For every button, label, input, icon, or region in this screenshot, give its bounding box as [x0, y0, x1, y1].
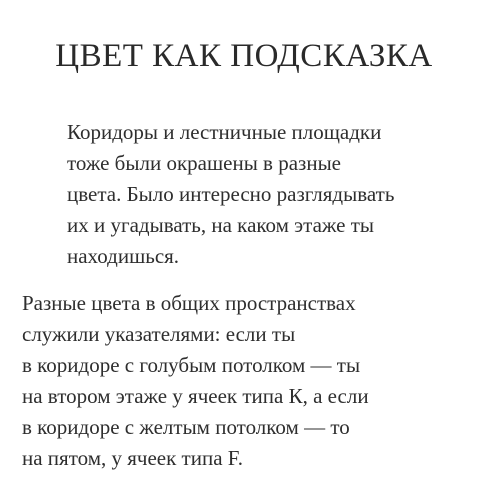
section-heading: ЦВЕТ КАК ПОДСКАЗКА [55, 38, 433, 74]
body-line: в коридоре с желтым потолком — то [22, 415, 350, 439]
body-line: в коридоре с голубым потолком — ты [22, 353, 361, 377]
body-line: на втором этаже у ячеек типа К, а если [22, 384, 369, 408]
body-line: Разные цвета в общих пространствах [22, 291, 356, 315]
body-line: на пятом, у ячеек типа F. [22, 446, 244, 470]
body-paragraph [22, 288, 369, 474]
intro-paragraph [67, 117, 394, 272]
body-line: служили указателями: если ты [22, 322, 296, 346]
intro-line: их и угадывать, на каком этаже ты [67, 213, 375, 237]
intro-line: находишься. [67, 244, 180, 268]
intro-line: Коридоры и лестничные площадки [67, 120, 382, 144]
intro-line: цвета. Было интересно разглядывать [67, 182, 395, 206]
intro-line: тоже были окрашены в разные [67, 151, 342, 175]
